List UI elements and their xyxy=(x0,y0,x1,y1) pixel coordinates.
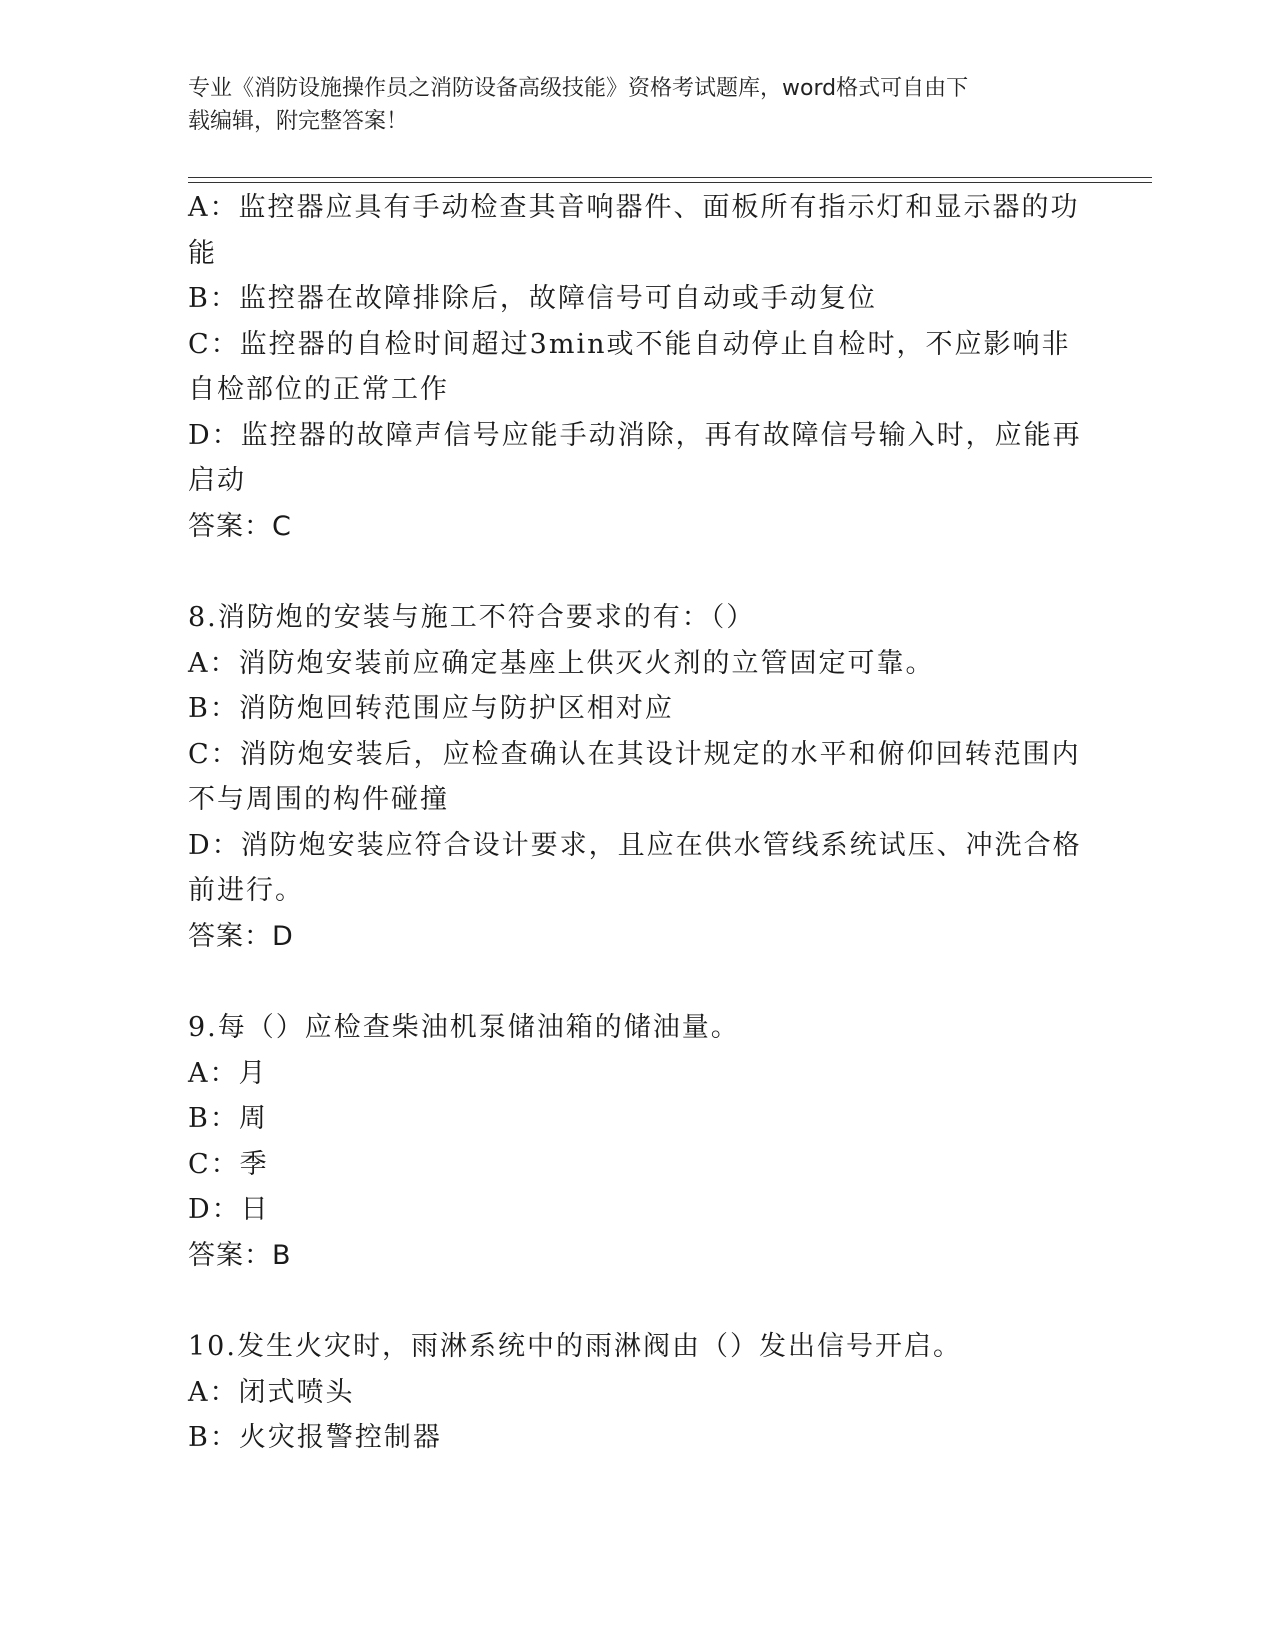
question-spacer xyxy=(188,549,1088,595)
q8-option-a: A：消防炮安装前应确定基座上供灭火剂的立管固定可靠。 xyxy=(188,647,935,679)
header-divider-bottom xyxy=(188,182,1152,183)
q10-question: 10.发生火灾时，雨淋系统中的雨淋阀由（）发出信号开启。 xyxy=(188,1331,962,1362)
q8-option-d-line-2: 前进行。 xyxy=(188,875,304,906)
question-list xyxy=(188,185,1088,1461)
q8-option-b: B：消防炮回转范围应与防护区相对应 xyxy=(188,693,674,724)
question-7-block xyxy=(188,185,1088,549)
q9-answer: 答案：B xyxy=(188,1239,292,1271)
q7-answer: 答案：C xyxy=(188,510,292,542)
q7-option-a-line-1: A：监控器应具有手动检查其音响器件、面板所有指示灯和显示器的功 xyxy=(188,192,1080,223)
question-8-block xyxy=(188,595,1088,959)
q7-option-b: B：监控器在故障排除后，故障信号可自动或手动复位 xyxy=(188,283,877,314)
q8-option-d-line-1: D：消防炮安装应符合设计要求，且应在供水管线系统试压、冲洗合格 xyxy=(188,829,1082,861)
q10-option-b: B：火灾报警控制器 xyxy=(188,1422,442,1453)
document-header xyxy=(188,72,1088,138)
q7-option-d-line-1: D：监控器的故障声信号应能手动消除，再有故障信号输入时，应能再 xyxy=(188,419,1082,451)
q9-question: 9.每（）应检查柴油机泵储油箱的储油量。 xyxy=(188,1012,740,1043)
q7-option-c-line-2: 自检部位的正常工作 xyxy=(188,374,449,405)
q9-option-d: D：日 xyxy=(188,1194,270,1225)
question-10-block xyxy=(188,1324,1088,1461)
q9-option-a: A：月 xyxy=(188,1057,268,1089)
question-spacer xyxy=(188,1278,1088,1324)
header-line-1: 专业《消防设施操作员之消防设备高级技能》资格考试题库，word格式可自由下 xyxy=(188,76,969,101)
question-9-block xyxy=(188,1005,1088,1278)
header-line-2: 载编辑，附完整答案！ xyxy=(188,109,409,134)
header-divider-top xyxy=(188,177,1152,178)
q10-option-a: A：闭式喷头 xyxy=(188,1376,355,1408)
q7-option-d-line-2: 启动 xyxy=(188,465,246,496)
q7-option-a-line-2: 能 xyxy=(188,237,217,269)
q8-option-c-line-1: C：消防炮安装后，应检查确认在其设计规定的水平和俯仰回转范围内 xyxy=(188,738,1081,770)
q8-answer: 答案：D xyxy=(188,920,294,952)
q9-option-c: C：季 xyxy=(188,1148,269,1180)
q9-option-b: B：周 xyxy=(188,1103,268,1134)
q8-option-c-line-2: 不与周围的构件碰撞 xyxy=(188,784,449,815)
q8-question: 8.消防炮的安装与施工不符合要求的有：（） xyxy=(188,602,756,633)
question-spacer xyxy=(188,959,1088,1005)
q7-option-c-line-1: C：监控器的自检时间超过3min或不能自动停止自检时，不应影响非 xyxy=(188,328,1071,360)
